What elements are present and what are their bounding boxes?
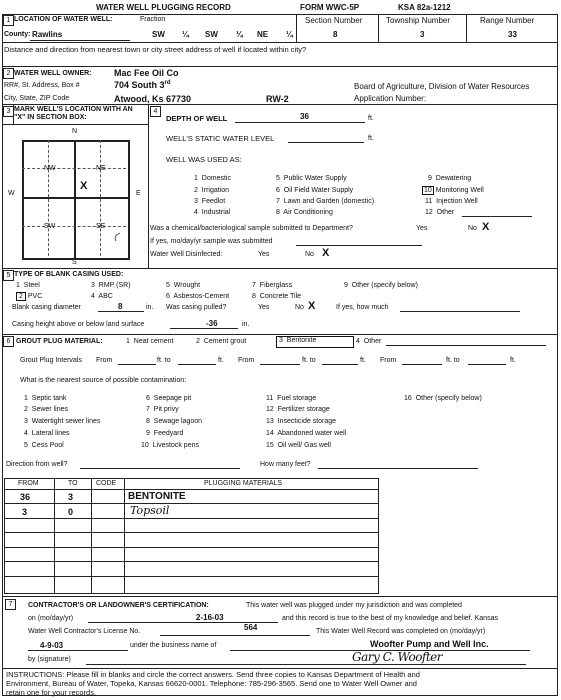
table-row-2-to[interactable]: 0 [68, 507, 74, 517]
casing-concrete-tile[interactable]: 8 Concrete Tile [252, 293, 302, 300]
owner-value[interactable]: Mac Fee Oil Co [114, 68, 179, 78]
static-level-label: WELL'S STATIC WATER LEVEL [166, 134, 275, 143]
source-oil-gas-well[interactable]: 15 Oil well/ Gas well [266, 442, 331, 449]
casing-pulled-label: Was casing pulled? [166, 304, 227, 311]
grout-material-label: GROUT PLUG MATERIAL: [16, 338, 103, 345]
interval-2-from: From [238, 357, 255, 364]
source-abandoned-well[interactable]: 14 Abandoned water well [266, 430, 347, 437]
table-row-1-from[interactable]: 36 [20, 492, 31, 502]
static-level-ft: ft. [368, 135, 374, 142]
table-row-divider [4, 576, 378, 577]
grout-bentonite[interactable]: 3 Bentonite [276, 336, 354, 348]
casing-abc[interactable]: 4 ABC [91, 293, 113, 300]
selected-use-box: 10 [424, 187, 432, 194]
use-dewatering[interactable]: 9 Dewatering [428, 175, 472, 182]
fraction-2-quarter: ¼ [236, 30, 243, 39]
certification-text-2: and this record is true to the best of my knowledge and belief. Kansas [282, 615, 498, 622]
section-box-hdivider [22, 197, 128, 199]
interval-underline [468, 364, 506, 365]
grout-intervals-label: Grout Plug Intervals [20, 357, 82, 364]
table-row-divider [4, 561, 378, 562]
use-industrial[interactable]: 4 Industrial [194, 209, 231, 216]
use-irrigation[interactable]: 2 Irrigation [194, 187, 230, 194]
range-label: Range Number [480, 16, 535, 25]
selected-casing-box: 2 [16, 292, 26, 301]
depth-value[interactable]: 36 [300, 112, 309, 121]
county-underline [30, 40, 130, 41]
table-row-divider [4, 503, 378, 504]
table-header-to: TO [68, 480, 78, 487]
use-public-water[interactable]: 5 Public Water Supply [276, 175, 347, 182]
divider [296, 14, 297, 42]
table-header-from: FROM [18, 480, 39, 487]
depth-label: DEPTH OF WELL [166, 114, 228, 123]
fraction-label: Fraction [140, 16, 166, 23]
range-value[interactable]: 33 [508, 30, 517, 39]
section-2-number: 2 [3, 68, 14, 79]
address-label: RR#, St. Address, Box # [4, 82, 80, 89]
record-date-underline [28, 650, 128, 651]
divider [2, 668, 557, 669]
section-box-grid [22, 226, 126, 227]
grout-cement-grout[interactable]: 2 Cement grout [196, 338, 247, 345]
casing-wrought[interactable]: 5 Wrought [166, 282, 201, 289]
compass-south: S [72, 259, 77, 266]
source-seepage-pit[interactable]: 6 Seepage pit [146, 395, 192, 402]
form-number: FORM WWC-5P [300, 3, 360, 12]
interval-underline [178, 364, 216, 365]
table-row-divider [4, 547, 378, 548]
compass-north: N [72, 128, 78, 135]
location-label: LOCATION OF WATER WELL: [14, 16, 113, 23]
use-lawn-garden[interactable]: 7 Lawn and Garden (domestic) [276, 198, 375, 205]
table-row-divider [4, 532, 378, 533]
interval-3-from: From [380, 357, 397, 364]
quadrant-ne: NE [96, 165, 106, 172]
table-header-divider [4, 489, 378, 490]
section-6-number: 6 [3, 336, 14, 347]
divider [378, 14, 379, 42]
well-id[interactable]: RW-2 [266, 94, 289, 104]
compass-west: W [8, 190, 15, 197]
divider [466, 14, 467, 42]
section-1-number: 1 [3, 15, 14, 26]
table-row-2-material[interactable]: Topsoil [130, 504, 170, 517]
sample-yes[interactable]: Yes [416, 225, 428, 232]
fraction-3-quarter: ¼ [286, 30, 293, 39]
quadrant-se: SE [96, 223, 106, 230]
record-date-value[interactable]: 4-9-03 [40, 641, 64, 650]
interval-underline [402, 364, 442, 365]
casing-type-label: TYPE OF BLANK CASING USED: [14, 271, 124, 278]
diameter-in: in. [146, 304, 154, 311]
instructions-line-1: INSTRUCTIONS: Please fill in blanks and circle the correct answers. Send three copies to Kansas Department of Health and [6, 670, 420, 679]
table-row-1-to[interactable]: 3 [68, 492, 74, 502]
grout-neat-cement[interactable]: 1 Neat cement [126, 338, 174, 345]
divider [2, 268, 557, 269]
section-4-number: 4 [150, 106, 161, 117]
use-feedlot[interactable]: 3 Feedlot [194, 198, 226, 205]
license-underline [160, 635, 310, 636]
township-label: Township Number [386, 16, 451, 25]
well-location-mark[interactable]: X [80, 180, 88, 192]
casing-height-value[interactable]: -36 [206, 319, 218, 328]
board-label: Board of Agriculture, Division of Water Resources [354, 82, 530, 91]
divider [2, 124, 148, 125]
divider [2, 334, 557, 335]
signature-label: by (signature) [28, 656, 71, 663]
interval-1-to: ft. to [157, 357, 171, 364]
interval-underline [118, 364, 156, 365]
section-box-grid [22, 168, 126, 169]
interval-underline [260, 364, 300, 365]
fraction-1-quarter: ¼ [182, 30, 189, 39]
direction-label: Direction from well? [6, 461, 68, 468]
source-watertight-sewer[interactable]: 3 Watertight sewer lines [24, 418, 101, 425]
certification-on-label: on (mo/day/yr) [28, 615, 74, 622]
business-label: under the business name of [130, 642, 217, 649]
license-value[interactable]: 564 [244, 623, 258, 632]
casing-height-in: in. [242, 321, 250, 328]
interval-2-to: ft. to [302, 357, 316, 364]
divider [2, 66, 557, 67]
casing-other[interactable]: 9 Other (specify below) [344, 282, 418, 289]
casing-steel[interactable]: 1 Steel [16, 282, 40, 289]
section-box-vdivider [74, 140, 76, 258]
source-fuel-storage[interactable]: 11 Fuel storage [266, 395, 317, 402]
grout-other[interactable]: 4 Other [356, 338, 382, 345]
source-lateral-lines[interactable]: 4 Lateral lines [24, 430, 70, 437]
casing-fiberglass[interactable]: 7 Fiberglass [252, 282, 293, 289]
county-label: County: [4, 31, 31, 38]
business-name-value[interactable]: Woofter Pump and Well Inc. [370, 639, 489, 649]
used-as-label: WELL WAS USED AS: [166, 155, 242, 164]
disinfected-no[interactable]: No [305, 251, 314, 258]
section-box-grid [48, 140, 49, 256]
diameter-underline [98, 311, 144, 312]
sample-answer-mark: X [482, 221, 490, 233]
mark-label-2: "X" IN SECTION BOX: [14, 114, 87, 121]
mark-label-1: MARK WELL'S LOCATION WITH AN [14, 106, 133, 113]
depth-underline [235, 122, 365, 123]
source-livestock-pens[interactable]: 10 Livestock pens [141, 442, 199, 449]
use-monitoring-well[interactable]: 10 Monitoring Well [424, 187, 484, 194]
date-plugged-value[interactable]: 2-16-03 [196, 613, 224, 622]
how-much-underline [400, 311, 520, 312]
sample-question: Was a chemical/bacteriological sample submitted to Department? [150, 225, 353, 232]
use-injection-well[interactable]: 11 Injection Well [425, 198, 478, 205]
disinfected-yes[interactable]: Yes [258, 251, 270, 258]
section-number-label: Section Number [305, 16, 363, 25]
casing-asbestos-cement[interactable]: 6 Asbestos-Cement [166, 293, 230, 300]
distance-label: Distance and direction from nearest town or city street address of well if located within city? [4, 45, 307, 54]
divider [148, 104, 149, 268]
interval-1-from: From [96, 357, 113, 364]
section-3-number: 3 [3, 106, 14, 117]
interval-2-ft: ft. [360, 357, 366, 364]
source-septic-tank[interactable]: 1 Septic tank [24, 395, 67, 402]
casing-pulled-answer-mark: X [308, 300, 316, 312]
interval-1-ft: ft. [218, 357, 224, 364]
application-label: Application Number: [354, 94, 427, 103]
table-header-code: CODE [96, 480, 117, 487]
divider [13, 104, 14, 124]
direction-underline [80, 468, 240, 469]
instructions-line-3: retain one for your records. [6, 688, 97, 697]
compass-east: E [136, 190, 141, 197]
source-sewage-lagoon[interactable]: 8 Sewage lagoon [146, 418, 203, 425]
disinfected-label: Water Well Disinfected: [150, 251, 223, 258]
table-row-divider [4, 518, 378, 519]
diameter-value[interactable]: 8 [118, 302, 123, 311]
instructions-line-2: Environment, Bureau of Water, Topeka, Kansas 66620-0001. Telephone: 785-296-3565. Send one to Water Well Owner and [6, 679, 417, 688]
ksa-reference: KSA 82a-1212 [398, 3, 451, 12]
casing-height-label: Casing height above or below land surface [12, 321, 145, 328]
use-other-underline [462, 216, 532, 217]
form-title: WATER WELL PLUGGING RECORD [96, 3, 231, 12]
feet-underline [318, 468, 478, 469]
source-cess-pool[interactable]: 5 Cess Pool [24, 442, 64, 449]
section-box[interactable] [22, 140, 130, 260]
casing-height-underline [170, 328, 238, 329]
certification-label: CONTRACTOR'S OR LANDOWNER'S CERTIFICATION: [28, 602, 209, 609]
city-label: City, State, ZIP Code [4, 95, 70, 102]
contamination-label: What is the nearest source of possible contamination: [20, 377, 187, 384]
how-much-label: If yes, how much [336, 304, 389, 311]
signature-value[interactable]: Gary C. Woofter [352, 650, 443, 664]
sample-date-underline [296, 245, 422, 246]
pencil-mark-icon [112, 232, 122, 242]
table-row-2-from[interactable]: 3 [22, 507, 28, 517]
source-insecticide-storage[interactable]: 13 Insecticide storage [266, 418, 337, 425]
grout-other-underline [386, 345, 546, 346]
casing-pulled-yes[interactable]: Yes [258, 304, 270, 311]
diameter-label: Blank casing diameter [12, 304, 81, 311]
quadrant-nw: NW [44, 165, 56, 172]
static-level-underline [288, 142, 364, 143]
fraction-1[interactable]: SW [152, 30, 165, 39]
use-domestic[interactable]: 1 Domestic [194, 175, 231, 182]
certification-text-1: This water well was plugged under my jurisdiction and was completed [246, 602, 462, 609]
section-5-number: 5 [3, 270, 14, 281]
section-7-number: 7 [5, 599, 16, 610]
interval-underline [322, 364, 358, 365]
section-box-grid [100, 140, 101, 256]
casing-pulled-no[interactable]: No [295, 304, 304, 311]
owner-label: WATER WELL OWNER: [14, 70, 92, 77]
quadrant-sw: SW [44, 223, 56, 230]
interval-3-to: ft. to [446, 357, 460, 364]
township-value[interactable]: 3 [420, 30, 425, 39]
use-other[interactable]: 12 Other [425, 209, 455, 216]
depth-ft: ft. [368, 115, 374, 122]
address-value[interactable]: 704 South 3rd [114, 80, 171, 90]
source-sewer-lines[interactable]: 2 Sewer lines [24, 406, 68, 413]
record-text: This Water Well Record was completed on (mo/day/yr) [316, 628, 486, 635]
disinfected-answer-mark: X [322, 247, 330, 259]
source-other[interactable]: 16 Other (specify below) [404, 395, 482, 402]
source-pit-privy[interactable]: 7 Pit privy [146, 406, 179, 413]
sample-no[interactable]: No [468, 225, 477, 232]
sample-date-label: If yes, mo/day/yr sample was submitted [150, 238, 273, 245]
fraction-2[interactable]: SW [205, 30, 218, 39]
feet-label: How many feet? [260, 461, 311, 468]
divider [2, 104, 557, 105]
divider [2, 42, 557, 43]
table-header-materials: PLUGGING MATERIALS [204, 480, 283, 487]
casing-pvc[interactable]: 2 PVC [16, 292, 42, 301]
interval-3-ft: ft. [510, 357, 516, 364]
license-label: Water Well Contractor's License No. [28, 628, 141, 635]
divider [2, 596, 557, 597]
section-number-value[interactable]: 8 [333, 30, 338, 39]
signature-underline [86, 664, 526, 665]
table-row-1-material[interactable]: BENTONITE [128, 491, 186, 502]
casing-rmp[interactable]: 3 RMP (SR) [91, 282, 131, 289]
use-air-conditioning[interactable]: 8 Air Conditioning [276, 209, 333, 216]
fraction-3[interactable]: NE [257, 30, 269, 39]
source-fertilizer-storage[interactable]: 12 Fertilizer storage [266, 406, 330, 413]
source-feedyard[interactable]: 9 Feedyard [146, 430, 184, 437]
county-value[interactable]: Rawlins [32, 30, 63, 39]
use-oil-field[interactable]: 6 Oil Field Water Supply [276, 187, 354, 194]
city-value[interactable]: Atwood, Ks 67730 [114, 94, 192, 104]
